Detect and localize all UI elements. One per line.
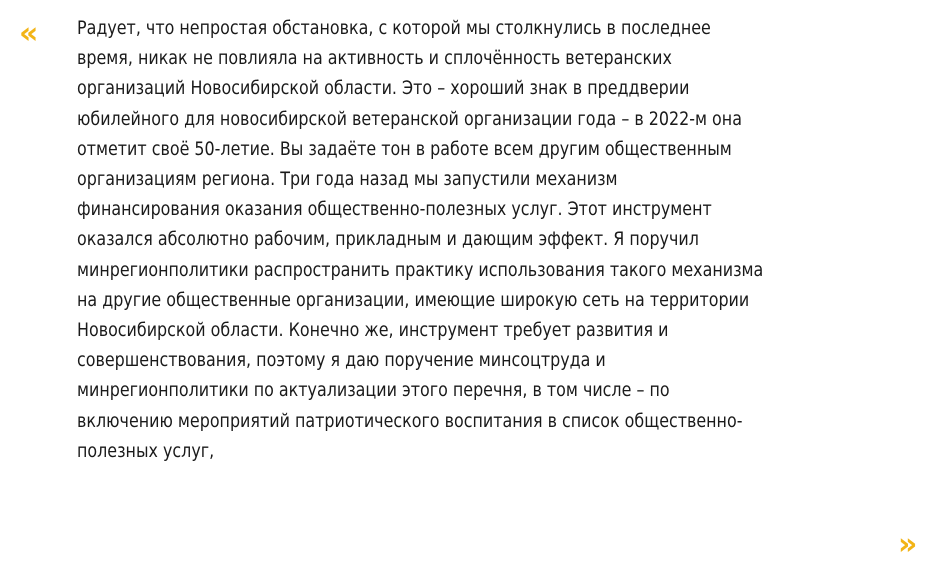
- close-quote-icon: »: [898, 527, 914, 562]
- quote-line: полезных услуг,: [77, 440, 215, 462]
- quote-line: оказался абсолютно рабочим, прикладным и дающим эффект. Я поручил: [77, 229, 699, 251]
- quote-line: организаций Новосибирской области. Это – хороший знак в преддверии: [77, 78, 690, 100]
- quote-line: включению мероприятий патриотического воспитания в список общественно-: [77, 410, 743, 432]
- open-quote-icon: «: [19, 16, 35, 51]
- quote-line: минрегионполитики по актуализации этого перечня, в том числе – по: [77, 380, 670, 402]
- quote-line: Новосибирской области. Конечно же, инструмент требует развития и: [77, 320, 669, 342]
- quote-line: отметит своё 50-летие. Вы задаёте тон в работе всем другим общественным: [77, 138, 732, 160]
- quote-line: минрегионполитики распространить практику использования такого механизма: [77, 259, 764, 281]
- quote-line: на другие общественные организации, имеющие широкую сеть на территории: [77, 289, 750, 311]
- quote-text: [77, 14, 765, 467]
- quote-line: время, никак не повлияла на активность и сплочённость ветеранских: [77, 48, 672, 70]
- quote-line: совершенствования, поэтому я даю поручение минсоцтруда и: [77, 350, 606, 372]
- quote-line: юбилейного для новосибирской ветеранской организации года – в 2022-м она: [77, 108, 742, 130]
- quote-line: финансирования оказания общественно-полезных услуг. Этот инструмент: [77, 199, 712, 221]
- quote-line: организациям региона. Три года назад мы запустили механизм: [77, 169, 618, 191]
- quote-line: Радует, что непростая обстановка, с которой мы столкнулись в последнее: [77, 18, 711, 39]
